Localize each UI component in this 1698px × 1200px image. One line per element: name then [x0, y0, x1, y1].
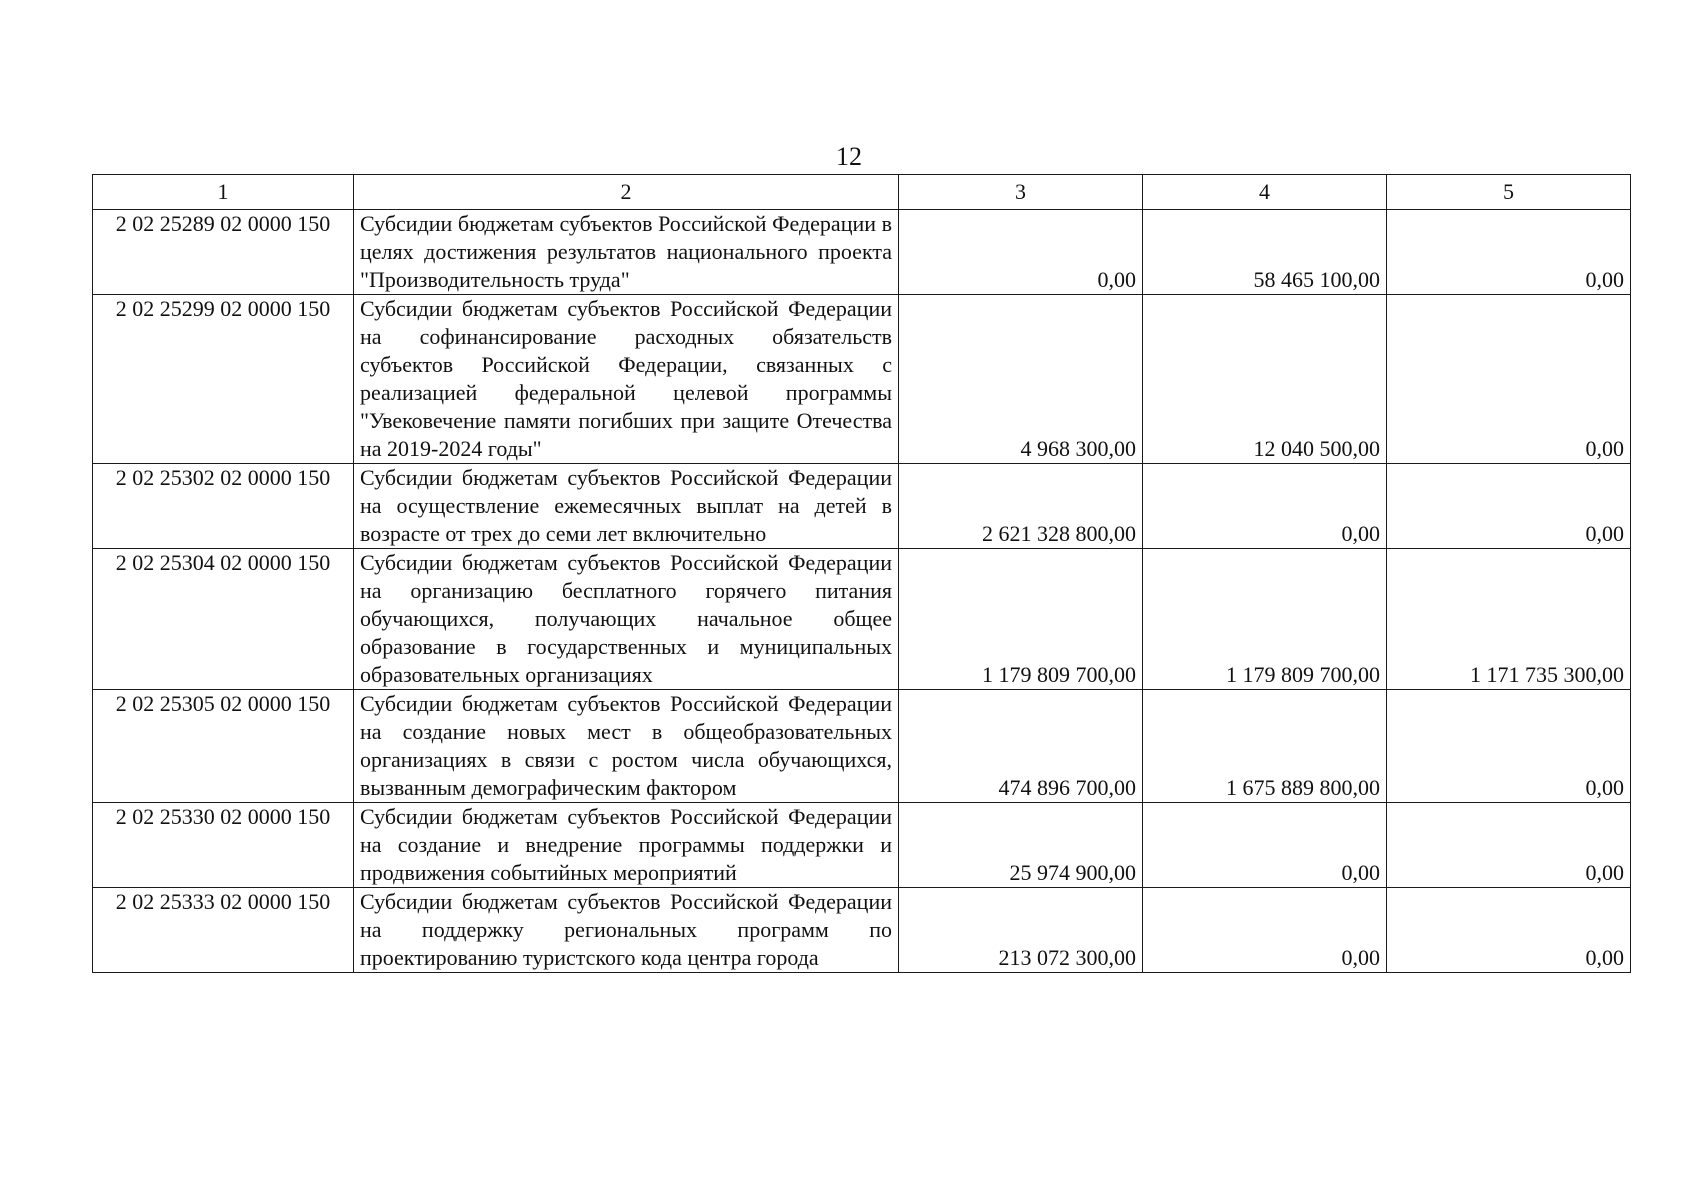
amount-col5: 0,00: [1387, 888, 1631, 973]
amount-col4: 0,00: [1143, 888, 1387, 973]
amount-col5: 0,00: [1387, 210, 1631, 295]
amount-col4: 12 040 500,00: [1143, 295, 1387, 464]
subsidy-description: Субсидии бюджетам субъектов Российской Федерации на создание и внедрение программы поддержки и продвижения событийных мероприятий: [354, 803, 899, 888]
column-header-1: 1: [93, 175, 354, 210]
amount-col4: 0,00: [1143, 803, 1387, 888]
amount-col5: 0,00: [1387, 295, 1631, 464]
subsidy-description: Субсидии бюджетам субъектов Российской Федерации на создание новых мест в общеобразовательных организациях в связи с ростом числа обучающихся, вызванным демографическим фактором: [354, 690, 899, 803]
amount-col5: 0,00: [1387, 464, 1631, 549]
page-number: 12: [836, 142, 862, 171]
subsidy-description: Субсидии бюджетам субъектов Российской Федерации на организацию бесплатного горячего питания обучающихся, получающих начальное общее образование в государственных и муниципальных образовательных организациях: [354, 549, 899, 690]
amount-col3: 0,00: [899, 210, 1143, 295]
table-row: [93, 803, 1631, 888]
table-row: [93, 888, 1631, 973]
subsidy-description: Субсидии бюджетам субъектов Российской Федерации на осуществление ежемесячных выплат на детей в возрасте от трех до семи лет включительно: [354, 464, 899, 549]
table-row: [93, 464, 1631, 549]
table-row: [93, 210, 1631, 295]
table-row: [93, 549, 1631, 690]
amount-col4: 58 465 100,00: [1143, 210, 1387, 295]
amount-col3: 474 896 700,00: [899, 690, 1143, 803]
table-row: [93, 690, 1631, 803]
amount-col4: 1 675 889 800,00: [1143, 690, 1387, 803]
column-header-4: 4: [1143, 175, 1387, 210]
amount-col4: 0,00: [1143, 464, 1387, 549]
amount-col5: 0,00: [1387, 803, 1631, 888]
amount-col3: 4 968 300,00: [899, 295, 1143, 464]
budget-code: 2 02 25304 02 0000 150: [93, 549, 354, 690]
subsidy-description: Субсидии бюджетам субъектов Российской Федерации на поддержку региональных программ по проектированию туристского кода центра города: [354, 888, 899, 973]
subsidy-description: Субсидии бюджетам субъектов Российской Федерации на софинансирование расходных обязательств субъектов Российской Федерации, связанных с реализацией федеральной целевой программы "Увековечение памяти погибших при защите Отечества на 2019-2024 годы": [354, 295, 899, 464]
table-row: [93, 295, 1631, 464]
amount-col3: 25 974 900,00: [899, 803, 1143, 888]
table-header: [93, 175, 1631, 210]
column-header-2: 2: [354, 175, 899, 210]
budget-table: [92, 174, 1631, 973]
column-header-5: 5: [1387, 175, 1631, 210]
amount-col3: 213 072 300,00: [899, 888, 1143, 973]
budget-code: 2 02 25289 02 0000 150: [93, 210, 354, 295]
budget-code: 2 02 25305 02 0000 150: [93, 690, 354, 803]
amount-col3: 1 179 809 700,00: [899, 549, 1143, 690]
column-header-3: 3: [899, 175, 1143, 210]
header-row: [93, 175, 1631, 210]
budget-code: 2 02 25330 02 0000 150: [93, 803, 354, 888]
amount-col4: 1 179 809 700,00: [1143, 549, 1387, 690]
table-body: [93, 210, 1631, 973]
amount-col3: 2 621 328 800,00: [899, 464, 1143, 549]
amount-col5: 0,00: [1387, 690, 1631, 803]
amount-col5: 1 171 735 300,00: [1387, 549, 1631, 690]
budget-code: 2 02 25333 02 0000 150: [93, 888, 354, 973]
budget-code: 2 02 25302 02 0000 150: [93, 464, 354, 549]
subsidy-description: Субсидии бюджетам субъектов Российской Федерации в целях достижения результатов национального проекта "Производительность труда": [354, 210, 899, 295]
budget-code: 2 02 25299 02 0000 150: [93, 295, 354, 464]
